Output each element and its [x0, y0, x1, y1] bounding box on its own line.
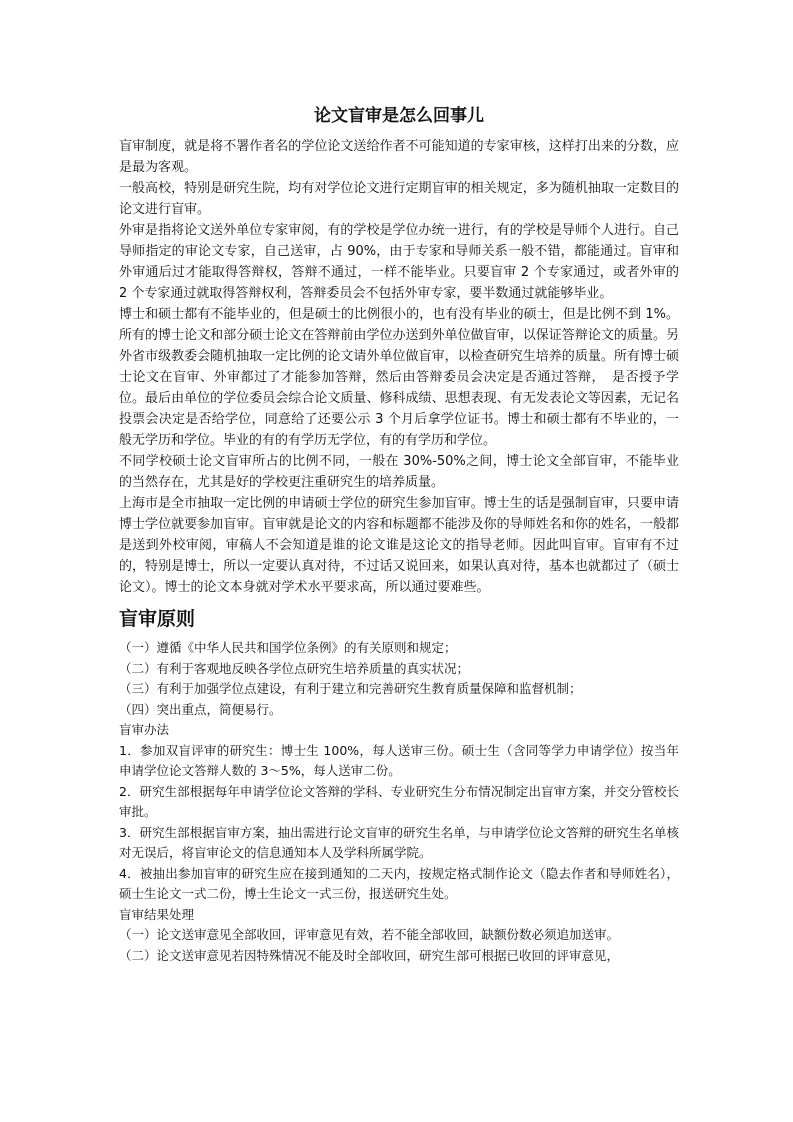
- document-page: [119, 104, 679, 966]
- methods-label: 盲审办法: [119, 722, 170, 737]
- result-item-2: （二）论文送审意见若因特殊情况不能及时全部收回，研究生部可根据已收回的评审意见，: [119, 947, 620, 963]
- principle-item-2: （二）有利于客观地反映各学位点研究生培养质量的真实状况；: [119, 660, 470, 676]
- principle-item-4: （四）突出重点，简便易行。: [119, 701, 282, 717]
- method-item-3: 3．研究生部根据盲审方案，抽出需进行论文盲审的研究生名单，与申请学位论文答辩的研究生名单核对无误后，将盲审论文的信息通知本人及学科所属学院。: [119, 824, 679, 860]
- intro-paragraph-3: 外审是指将论文送外单位专家审阅，有的学校是学位办统一进行，有的学校是导师个人进行。自己导师指定的审论文专家，自己送审，占 90%，由于专家和导师关系一般不错，都能通过。盲审和外审通后过才能取得答辩权，答辩不通过，一样不能毕业。只要盲审 2 个专家通过，或者外审的 2 个专家通过就取得答辩权利，答辩委员会不包括外审专家，要半数通过就能够毕业。: [119, 223, 679, 301]
- intro-paragraph-2: 一般高校，特别是研究生院，均有对学位论文进行定期盲审的相关规定，多为随机抽取一定数目的论文进行盲审。: [119, 181, 679, 217]
- intro-paragraph-4: 博士和硕士都有不能毕业的，但是硕士的比例很小的，也有没有毕业的硕士，但是比例不到 1%。所有的博士论文和部分硕士论文在答辩前由学位办送到外单位做盲审，以保证答辩论文的质量。另外省市级教委会随机抽取一定比例的论文请外单位做盲审，以检查研究生培养的质量。所有博士硕士论文在盲审、外审都过了才能参加答辩，然后由答辩委员会决定是否通过答辩， 是否授予学位。最后由单位的学位委员会综合论文质量、修科成绩、思想表现、有无发表论文等因素，无记名投票会决定是否给学位，同意给了还要公示 3 个月后拿学位证书。博士和硕士都有不毕业的，一般无学历和学位。毕业的有的有学历无学位，有的有学历和学位。: [119, 307, 679, 448]
- section-heading-principles: 盲审原则: [119, 608, 196, 630]
- intro-paragraph-6: 上海市是全市抽取一定比例的申请硕士学位的研究生参加盲审。博士生的话是强制盲审，只要申请博士学位就要参加盲审。盲审就是论文的内容和标题都不能涉及你的导师姓名和你的姓名，一般都是送到外校审阅，审稿人不会知道是谁的论文谁是这论文的指导老师。因此叫盲审。盲审有不过的，特别是博士，所以一定要认真对待，不过话又说回来，如果认真对待，基本也就都过了（硕士论文）。博士的论文本身就对学术水平要求高，所以通过要难些。: [119, 496, 679, 595]
- principle-item-1: （一）遵循《中华人民共和国学位条例》的有关原则和规定；: [119, 640, 457, 655]
- intro-paragraph-1: 盲审制度，就是将不署作者名的学位论文送给作者不可能知道的专家审核，这样打出来的分数，应是最为客观。: [119, 139, 679, 175]
- method-item-1: 1．参加双盲评审的研究生：博士生 100%，每人送审三份。硕士生（含同等学力申请学位）按当年申请学位论文答辩人数的 3～5%，每人送审二份。: [119, 742, 679, 778]
- document-title: 论文盲审是怎么回事儿: [314, 106, 484, 126]
- principle-item-3: （三）有利于加强学位点建设，有利于建立和完善研究生教育质量保障和监督机制；: [119, 681, 582, 696]
- results-label: 盲审结果处理: [119, 906, 195, 922]
- result-item-1: （一）论文送审意见全部收回，评审意见有效，若不能全部收回，缺额份数必须追加送审。: [119, 927, 620, 942]
- method-item-2: 2．研究生部根据每年申请学位论文答辩的学科、专业研究生分布情况制定出盲审方案，并交分管校长审批。: [119, 783, 679, 819]
- method-item-4: 4．被抽出参加盲审的研究生应在接到通知的二天内，按规定格式制作论文（隐去作者和导师姓名），硕士生论文一式二份，博士生论文一式三份，报送研究生处。: [119, 865, 679, 901]
- intro-paragraph-5: 不同学校硕士论文盲审所占的比例不同，一般在 30%-50%之间，博士论文全部盲审，不能毕业的当然存在，尤其是好的学校更注重研究生的培养质量。: [119, 454, 679, 490]
